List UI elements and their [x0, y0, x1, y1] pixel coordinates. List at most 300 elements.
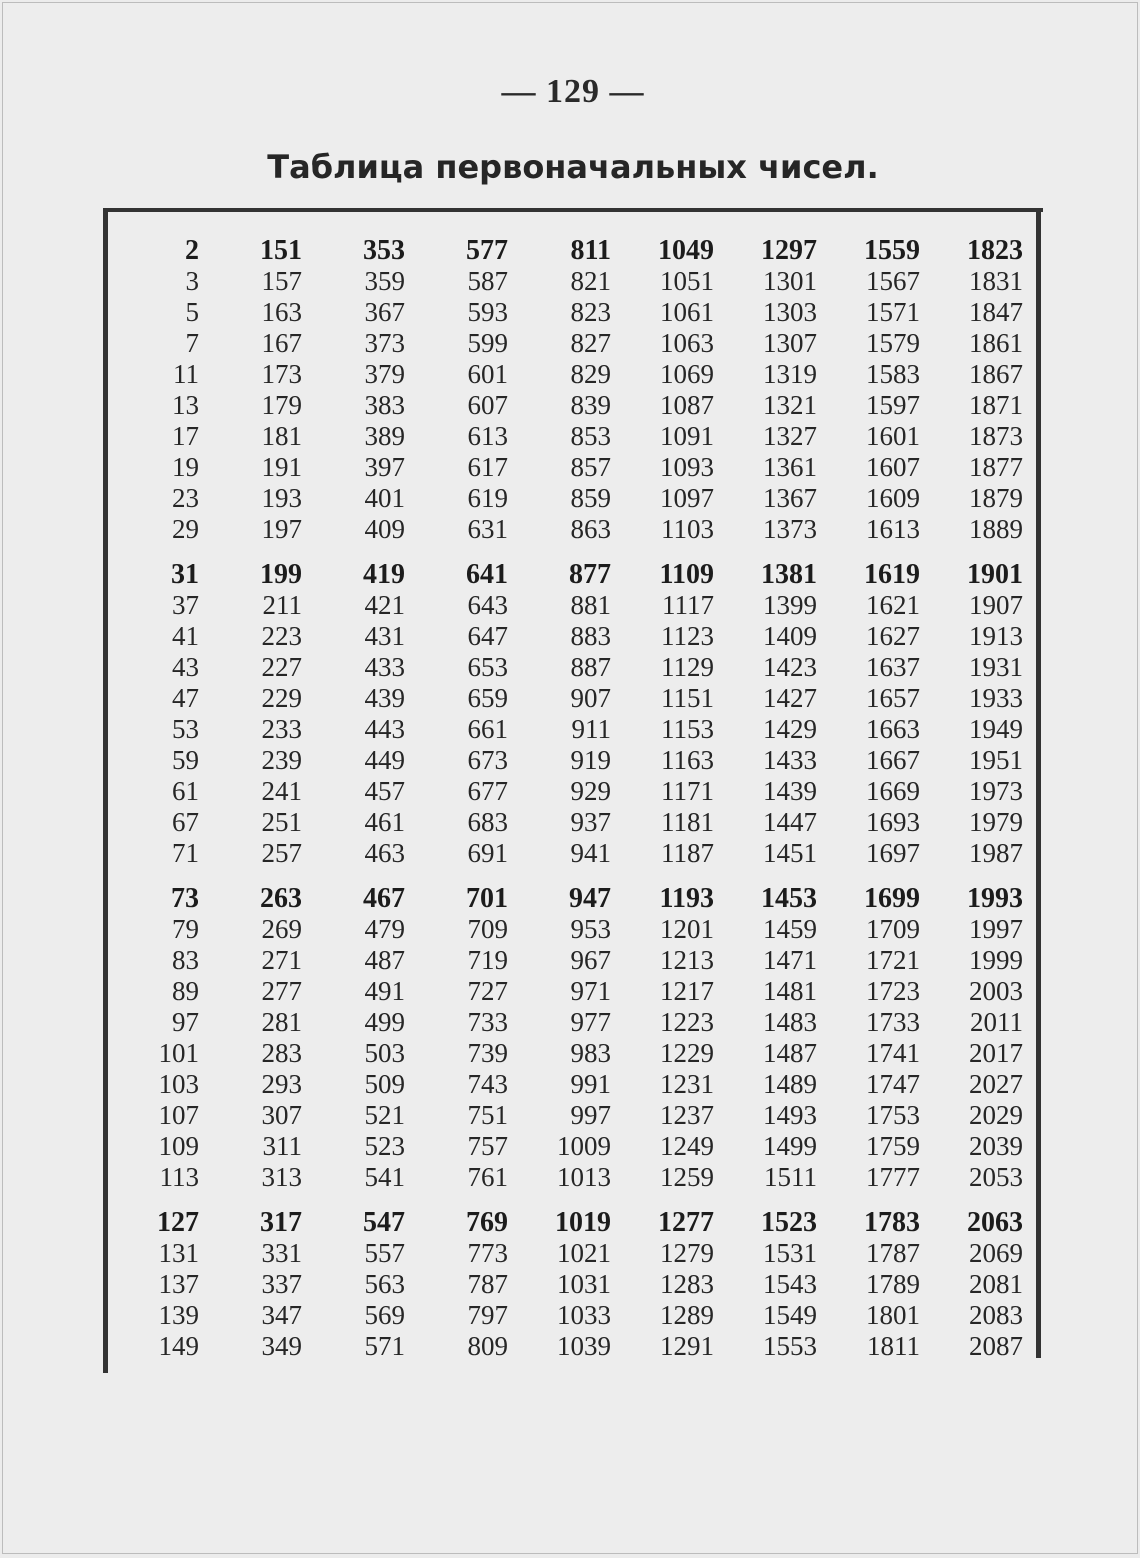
- prime-cell: 337: [261, 1269, 302, 1299]
- prime-cell: 509: [364, 1069, 405, 1099]
- prime-cell: 743: [467, 1069, 508, 1099]
- prime-cell: 1511: [764, 1162, 817, 1192]
- prime-cell: 1451: [763, 838, 817, 868]
- prime-cell: 571: [364, 1331, 405, 1361]
- table-row: [108, 838, 1036, 869]
- table-row: [108, 1038, 1036, 1069]
- prime-cell: 1427: [763, 683, 817, 713]
- prime-cell: 941: [570, 838, 611, 868]
- prime-cell: 1787: [866, 1238, 920, 1268]
- prime-cell: 1153: [661, 714, 714, 744]
- table-frame-top: [103, 208, 1043, 212]
- prime-cell: 89: [172, 976, 199, 1006]
- prime-cell: 43: [172, 652, 199, 682]
- prime-cell: 359: [364, 266, 405, 296]
- prime-cell: 1231: [660, 1069, 714, 1099]
- prime-cell: 661: [467, 714, 508, 744]
- prime-cell: 1063: [660, 328, 714, 358]
- prime-cell: 739: [467, 1038, 508, 1068]
- prime-cell: 401: [364, 483, 405, 513]
- prime-cell: 757: [467, 1131, 508, 1161]
- prime-cell: 1861: [969, 328, 1023, 358]
- prime-cell: 461: [364, 807, 405, 837]
- prime-cell: 1151: [661, 683, 714, 713]
- prime-cell: 1283: [660, 1269, 714, 1299]
- prime-cell: 353: [363, 235, 405, 266]
- prime-cell: 269: [261, 914, 302, 944]
- table-row: [108, 452, 1036, 483]
- prime-cell: 1433: [763, 745, 817, 775]
- prime-cell: 859: [570, 483, 611, 513]
- table-row: [108, 514, 1036, 545]
- prime-cell: 421: [364, 590, 405, 620]
- prime-cell: 307: [261, 1100, 302, 1130]
- prime-cell: 1823: [967, 235, 1023, 266]
- prime-cell: 1373: [763, 514, 817, 544]
- table-row: [108, 683, 1036, 714]
- prime-cell: 641: [466, 559, 508, 590]
- table-row: [108, 1162, 1036, 1193]
- prime-cell: 809: [467, 1331, 508, 1361]
- prime-cell: 1039: [557, 1331, 611, 1361]
- table-block: [108, 559, 1036, 869]
- prime-cell: 1223: [660, 1007, 714, 1037]
- page-title: Таблица первоначальных чисел.: [267, 148, 879, 186]
- prime-cell: 1013: [557, 1162, 611, 1192]
- prime-cell: 751: [467, 1100, 508, 1130]
- prime-cell: 1381: [761, 559, 817, 590]
- prime-cell: 2087: [969, 1331, 1023, 1361]
- prime-cell: 331: [261, 1238, 302, 1268]
- prime-cell: 1993: [967, 883, 1023, 914]
- page-number: — 129 —: [501, 73, 645, 110]
- prime-cell: 1627: [866, 621, 920, 651]
- prime-cell: 929: [570, 776, 611, 806]
- table-row: [108, 776, 1036, 807]
- prime-cell: 593: [467, 297, 508, 327]
- prime-cell: 2069: [969, 1238, 1023, 1268]
- prime-cell: 811: [570, 235, 611, 266]
- table-row: [108, 807, 1036, 838]
- prime-cell: 797: [467, 1300, 508, 1330]
- prime-cell: 283: [261, 1038, 302, 1068]
- prime-cell: 19: [172, 452, 199, 482]
- prime-cell: 619: [467, 483, 508, 513]
- prime-cell: 2027: [969, 1069, 1023, 1099]
- prime-cell: 1759: [866, 1131, 920, 1161]
- prime-cell: 271: [261, 945, 302, 975]
- prime-cell: 1459: [763, 914, 817, 944]
- prime-cell: 79: [172, 914, 199, 944]
- prime-cell: 953: [570, 914, 611, 944]
- prime-cell: 71: [172, 838, 199, 868]
- prime-cell: 577: [466, 235, 508, 266]
- prime-cell: 1543: [763, 1269, 817, 1299]
- prime-cell: 1429: [763, 714, 817, 744]
- prime-cell: 1483: [763, 1007, 817, 1037]
- prime-cell: 1741: [866, 1038, 920, 1068]
- prime-cell: 877: [569, 559, 611, 590]
- prime-cell: 1949: [969, 714, 1023, 744]
- prime-cell: 5: [185, 297, 199, 327]
- prime-cell: 97: [172, 1007, 199, 1037]
- prime-cell: 2053: [969, 1162, 1023, 1192]
- prime-cell: 937: [570, 807, 611, 837]
- prime-cell: 769: [466, 1207, 508, 1238]
- prime-cell: 991: [570, 1069, 611, 1099]
- prime-cell: 2081: [969, 1269, 1023, 1299]
- prime-cell: 1667: [866, 745, 920, 775]
- prime-cell: 853: [570, 421, 611, 451]
- prime-cell: 37: [172, 590, 199, 620]
- prime-cell: 997: [570, 1100, 611, 1130]
- prime-cell: 1097: [660, 483, 714, 513]
- table-row: [108, 652, 1036, 683]
- prime-cell: 487: [364, 945, 405, 975]
- prime-cell: 449: [364, 745, 405, 775]
- prime-cell: 1217: [660, 976, 714, 1006]
- prime-cell: 569: [364, 1300, 405, 1330]
- table-row: [108, 328, 1036, 359]
- prime-cell: 911: [571, 714, 611, 744]
- prime-cell: 463: [364, 838, 405, 868]
- table-row: [108, 559, 1036, 590]
- prime-cell: 1987: [969, 838, 1023, 868]
- prime-cell: 373: [364, 328, 405, 358]
- prime-cell: 1409: [763, 621, 817, 651]
- prime-cell: 1499: [763, 1131, 817, 1161]
- prime-cell: 587: [467, 266, 508, 296]
- prime-cell: 181: [261, 421, 302, 451]
- prime-cell: 367: [364, 297, 405, 327]
- prime-cell: 1301: [763, 266, 817, 296]
- prime-cell: 1609: [866, 483, 920, 513]
- prime-cell: 2011: [970, 1007, 1023, 1037]
- prime-cell: 947: [569, 883, 611, 914]
- prime-cell: 349: [261, 1331, 302, 1361]
- prime-cell: 607: [467, 390, 508, 420]
- prime-cell: 1009: [557, 1131, 611, 1161]
- prime-cell: 1489: [763, 1069, 817, 1099]
- prime-cell: 1049: [658, 235, 714, 266]
- prime-cell: 1733: [866, 1007, 920, 1037]
- prime-cell: 239: [261, 745, 302, 775]
- table-row: [108, 1300, 1036, 1331]
- prime-cell: 1847: [969, 297, 1023, 327]
- prime-cell: 1783: [864, 1207, 920, 1238]
- prime-cell: 151: [260, 235, 302, 266]
- prime-cell: 563: [364, 1269, 405, 1299]
- prime-cell: 59: [172, 745, 199, 775]
- prime-cell: 1931: [969, 652, 1023, 682]
- prime-cell: 11: [173, 359, 199, 389]
- prime-cell: 1879: [969, 483, 1023, 513]
- prime-cell: 557: [364, 1238, 405, 1268]
- prime-cell: 193: [261, 483, 302, 513]
- prime-cell: 1181: [661, 807, 714, 837]
- prime-cell: 1093: [660, 452, 714, 482]
- prime-cell: 313: [261, 1162, 302, 1192]
- table-row: [108, 883, 1036, 914]
- prime-cell: 919: [570, 745, 611, 775]
- prime-cell: 1163: [661, 745, 714, 775]
- prime-cell: 733: [467, 1007, 508, 1037]
- prime-cell: 197: [261, 514, 302, 544]
- prime-cell: 503: [364, 1038, 405, 1068]
- prime-cell: 103: [158, 1069, 199, 1099]
- prime-table: [108, 235, 1036, 1376]
- prime-cell: 199: [260, 559, 302, 590]
- prime-cell: 1723: [866, 976, 920, 1006]
- prime-cell: 191: [261, 452, 302, 482]
- prime-cell: 1907: [969, 590, 1023, 620]
- prime-cell: 13: [172, 390, 199, 420]
- prime-cell: 7: [185, 328, 199, 358]
- table-row: [108, 483, 1036, 514]
- prime-cell: 73: [171, 883, 199, 914]
- prime-cell: 223: [261, 621, 302, 651]
- prime-cell: 233: [261, 714, 302, 744]
- table-row: [108, 914, 1036, 945]
- prime-cell: 967: [570, 945, 611, 975]
- prime-cell: 163: [261, 297, 302, 327]
- prime-cell: 1801: [866, 1300, 920, 1330]
- prime-cell: 1291: [660, 1331, 714, 1361]
- prime-cell: 1061: [660, 297, 714, 327]
- prime-cell: 1699: [864, 883, 920, 914]
- table-block: [108, 235, 1036, 545]
- prime-cell: 709: [467, 914, 508, 944]
- prime-cell: 479: [364, 914, 405, 944]
- prime-cell: 2083: [969, 1300, 1023, 1330]
- prime-cell: 1229: [660, 1038, 714, 1068]
- book-page: [2, 2, 1138, 1554]
- prime-cell: 277: [261, 976, 302, 1006]
- prime-cell: 397: [364, 452, 405, 482]
- prime-cell: 281: [261, 1007, 302, 1037]
- table-row: [108, 976, 1036, 1007]
- prime-cell: 673: [467, 745, 508, 775]
- table-row: [108, 359, 1036, 390]
- prime-cell: 1951: [969, 745, 1023, 775]
- prime-cell: 1289: [660, 1300, 714, 1330]
- prime-cell: 1447: [763, 807, 817, 837]
- prime-cell: 311: [262, 1131, 302, 1161]
- prime-cell: 773: [467, 1238, 508, 1268]
- prime-cell: 61: [172, 776, 199, 806]
- prime-cell: 229: [261, 683, 302, 713]
- prime-cell: 719: [467, 945, 508, 975]
- prime-cell: 1721: [866, 945, 920, 975]
- prime-cell: 1709: [866, 914, 920, 944]
- prime-cell: 613: [467, 421, 508, 451]
- table-row: [108, 390, 1036, 421]
- prime-cell: 293: [261, 1069, 302, 1099]
- prime-cell: 1493: [763, 1100, 817, 1130]
- table-row: [108, 1069, 1036, 1100]
- prime-cell: 1867: [969, 359, 1023, 389]
- prime-cell: 83: [172, 945, 199, 975]
- prime-cell: 383: [364, 390, 405, 420]
- prime-cell: 1361: [763, 452, 817, 482]
- prime-cell: 631: [467, 514, 508, 544]
- table-row: [108, 945, 1036, 976]
- prime-cell: 727: [467, 976, 508, 1006]
- prime-cell: 1669: [866, 776, 920, 806]
- prime-cell: 1873: [969, 421, 1023, 451]
- prime-cell: 3: [185, 266, 199, 296]
- prime-cell: 1367: [763, 483, 817, 513]
- prime-cell: 521: [364, 1100, 405, 1130]
- prime-cell: 827: [570, 328, 611, 358]
- prime-cell: 17: [172, 421, 199, 451]
- prime-cell: 1171: [661, 776, 714, 806]
- prime-cell: 167: [261, 328, 302, 358]
- prime-cell: 701: [466, 883, 508, 914]
- prime-cell: 1877: [969, 452, 1023, 482]
- prime-cell: 653: [467, 652, 508, 682]
- prime-cell: 1321: [763, 390, 817, 420]
- prime-cell: 647: [467, 621, 508, 651]
- prime-cell: 1997: [969, 914, 1023, 944]
- prime-cell: 157: [261, 266, 302, 296]
- prime-cell: 1193: [659, 883, 714, 914]
- prime-cell: 683: [467, 807, 508, 837]
- prime-cell: 2029: [969, 1100, 1023, 1130]
- prime-cell: 211: [262, 590, 302, 620]
- prime-cell: 1663: [866, 714, 920, 744]
- prime-cell: 983: [570, 1038, 611, 1068]
- prime-cell: 107: [158, 1100, 199, 1130]
- prime-cell: 1019: [555, 1207, 611, 1238]
- prime-cell: 829: [570, 359, 611, 389]
- prime-cell: 1249: [660, 1131, 714, 1161]
- prime-cell: 1901: [967, 559, 1023, 590]
- table-row: [108, 1331, 1036, 1362]
- prime-cell: 1523: [761, 1207, 817, 1238]
- prime-cell: 1327: [763, 421, 817, 451]
- prime-cell: 1979: [969, 807, 1023, 837]
- prime-cell: 251: [261, 807, 302, 837]
- table-row: [108, 1131, 1036, 1162]
- prime-cell: 433: [364, 652, 405, 682]
- prime-cell: 1439: [763, 776, 817, 806]
- prime-cell: 1621: [866, 590, 920, 620]
- prime-cell: 1423: [763, 652, 817, 682]
- prime-cell: 29: [172, 514, 199, 544]
- prime-cell: 1123: [661, 621, 714, 651]
- prime-cell: 131: [158, 1238, 199, 1268]
- table-row: [108, 421, 1036, 452]
- prime-cell: 347: [261, 1300, 302, 1330]
- prime-cell: 173: [261, 359, 302, 389]
- prime-cell: 457: [364, 776, 405, 806]
- prime-cell: 523: [364, 1131, 405, 1161]
- prime-cell: 1619: [864, 559, 920, 590]
- prime-cell: 1297: [761, 235, 817, 266]
- prime-cell: 1889: [969, 514, 1023, 544]
- prime-cell: 599: [467, 328, 508, 358]
- prime-cell: 2017: [969, 1038, 1023, 1068]
- prime-cell: 1583: [866, 359, 920, 389]
- prime-cell: 2: [185, 235, 199, 266]
- prime-cell: 1103: [661, 514, 714, 544]
- prime-cell: 389: [364, 421, 405, 451]
- prime-cell: 1069: [660, 359, 714, 389]
- prime-cell: 787: [467, 1269, 508, 1299]
- prime-cell: 659: [467, 683, 508, 713]
- prime-cell: 823: [570, 297, 611, 327]
- prime-cell: 1279: [660, 1238, 714, 1268]
- prime-cell: 677: [467, 776, 508, 806]
- prime-cell: 1999: [969, 945, 1023, 975]
- prime-cell: 2039: [969, 1131, 1023, 1161]
- prime-cell: 761: [467, 1162, 508, 1192]
- prime-cell: 101: [158, 1038, 199, 1068]
- prime-cell: 149: [158, 1331, 199, 1361]
- prime-cell: 907: [570, 683, 611, 713]
- prime-cell: 1601: [866, 421, 920, 451]
- table-row: [108, 714, 1036, 745]
- prime-cell: 491: [364, 976, 405, 1006]
- prime-cell: 139: [158, 1300, 199, 1330]
- prime-cell: 1319: [763, 359, 817, 389]
- prime-cell: 1453: [761, 883, 817, 914]
- prime-cell: 1187: [661, 838, 714, 868]
- prime-cell: 257: [261, 838, 302, 868]
- table-row: [108, 1007, 1036, 1038]
- prime-cell: 1613: [866, 514, 920, 544]
- prime-cell: 1657: [866, 683, 920, 713]
- prime-cell: 1091: [660, 421, 714, 451]
- prime-cell: 431: [364, 621, 405, 651]
- prime-cell: 1201: [660, 914, 714, 944]
- prime-cell: 137: [158, 1269, 199, 1299]
- prime-cell: 109: [158, 1131, 199, 1161]
- prime-cell: 1697: [866, 838, 920, 868]
- prime-cell: 1553: [763, 1331, 817, 1361]
- table-row: [108, 1269, 1036, 1300]
- table-row: [108, 745, 1036, 776]
- prime-cell: 887: [570, 652, 611, 682]
- prime-cell: 1789: [866, 1269, 920, 1299]
- table-row: [108, 621, 1036, 652]
- table-row: [108, 1238, 1036, 1269]
- prime-cell: 443: [364, 714, 405, 744]
- prime-cell: 1607: [866, 452, 920, 482]
- prime-cell: 419: [363, 559, 405, 590]
- prime-cell: 541: [364, 1162, 405, 1192]
- prime-cell: 241: [261, 776, 302, 806]
- prime-cell: 317: [260, 1207, 302, 1238]
- prime-cell: 67: [172, 807, 199, 837]
- prime-cell: 617: [467, 452, 508, 482]
- prime-cell: 881: [570, 590, 611, 620]
- prime-cell: 1567: [866, 266, 920, 296]
- prime-cell: 1579: [866, 328, 920, 358]
- prime-cell: 1051: [660, 266, 714, 296]
- prime-cell: 499: [364, 1007, 405, 1037]
- prime-cell: 409: [364, 514, 405, 544]
- prime-cell: 1753: [866, 1100, 920, 1130]
- prime-cell: 1559: [864, 235, 920, 266]
- table-row: [108, 590, 1036, 621]
- prime-cell: 1831: [969, 266, 1023, 296]
- prime-cell: 2003: [969, 976, 1023, 1006]
- prime-cell: 1237: [660, 1100, 714, 1130]
- prime-cell: 971: [570, 976, 611, 1006]
- table-row: [108, 266, 1036, 297]
